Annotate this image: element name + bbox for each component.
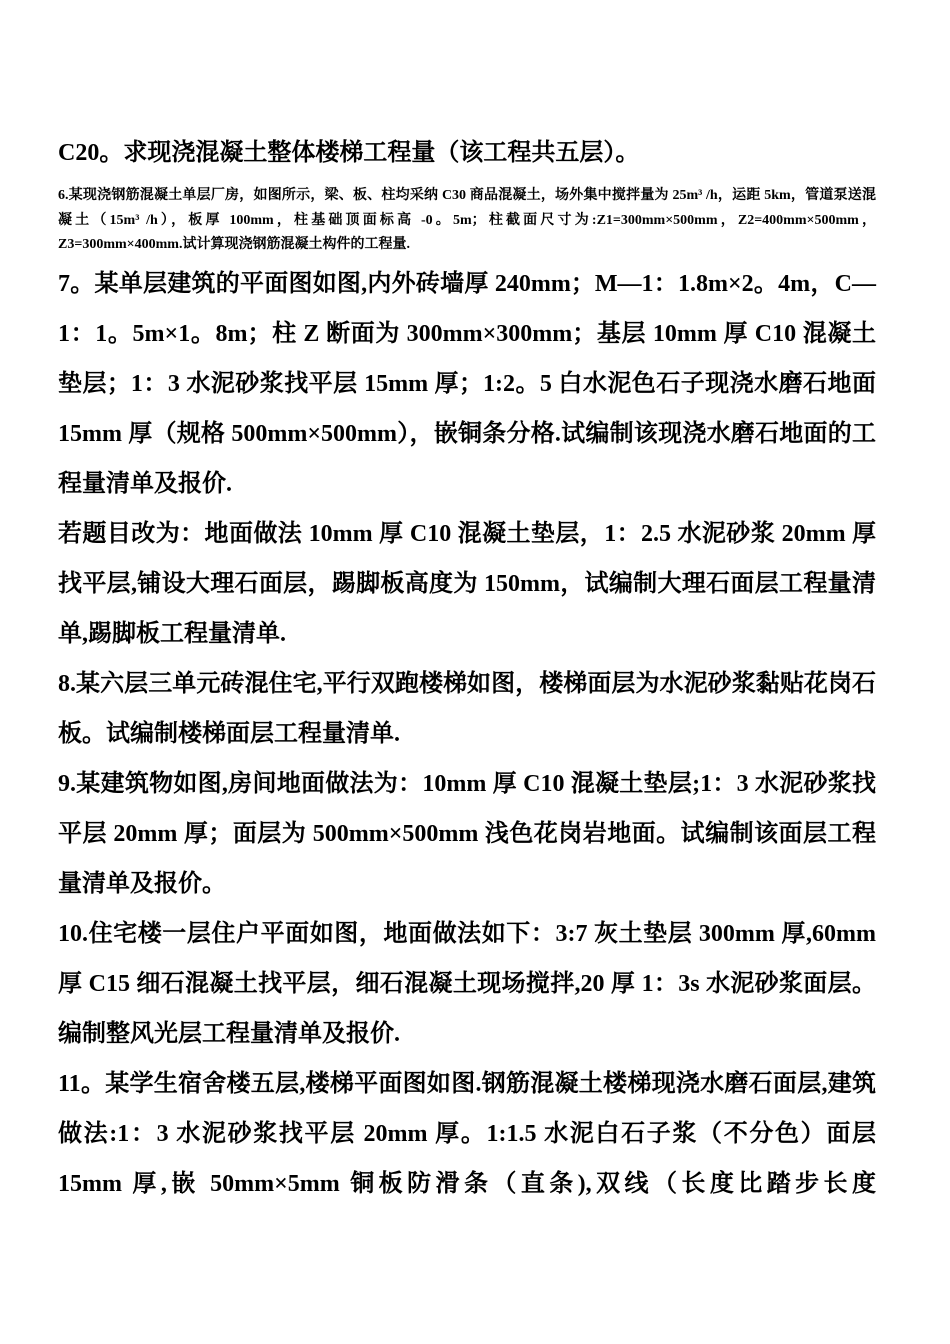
question-7: 7。某单层建筑的平面图如图,内外砖墙厚 240mm；M—1：1.8m×2。4m，C—1：1。5m×1。8m；柱 Z 断面为 300mm×300mm；基层 10mm 厚 C10 混凝土垫层；1：3 水泥砂浆找平层 15mm 厚；1:2。5 白水泥色石子现浇水磨石地面 15mm 厚（规格 500mm×500mm），嵌铜条分格.试编制该现浇水磨石地面的工程量清单及报价.: [58, 270, 876, 497]
question-9: 9.某建筑物如图,房间地面做法为：10mm 厚 C10 混凝土垫层;1：3 水泥砂浆找平层 20mm 厚；面层为 500mm×500mm 浅色花岗岩地面。试编制该面层工程量清单及报价。: [58, 770, 876, 897]
question-11: 11。某学生宿舍楼五层,楼梯平面图如图.钢筋混凝土楼梯现浇水磨石面层,建筑做法:1：3 水泥砂浆找平层 20mm 厚。1:1.5 水泥白石子浆（不分色）面层 15mm 厚,嵌 50mm×5mm 铜板防滑条（直条),双线（长度比踏步长度: [58, 1070, 876, 1197]
question-7-variant: 若题目改为：地面做法 10mm 厚 C10 混凝土垫层，1：2.5 水泥砂浆 20mm 厚找平层,铺设大理石面层，踢脚板高度为 150mm，试编制大理石面层工程量清单,踢脚板工程量清单.: [58, 520, 876, 647]
document-page: [58, 128, 876, 1209]
question-8: 8.某六层三单元砖混住宅,平行双跑楼梯如图，楼梯面层为水泥砂浆黏贴花岗石板。试编制楼梯面层工程量清单.: [58, 670, 876, 747]
question-6: 6.某现浇钢筋混凝土单层厂房，如图所示，梁、板、柱均采纳 C30 商品混凝土，场外集中搅拌量为 25m³ /h，运距 5km，管道泵送混凝土（15m³ /h），板厚 100mm，柱基础顶面标高 -0。5m；柱截面尺寸为:Z1=300mm×500mm，Z2=400mm×500mm，Z3=300mm×400mm.试计算现浇钢筋混凝土构件的工程量.: [58, 188, 876, 252]
paragraph-c20-staircase: C20。求现浇混凝土整体楼梯工程量（该工程共五层）。: [58, 140, 640, 166]
question-10: 10.住宅楼一层住户平面如图，地面做法如下：3:7 灰土垫层 300mm 厚,60mm 厚 C15 细石混凝土找平层，细石混凝土现场搅拌,20 厚 1：3s 水泥砂浆面层。编制整风光层工程量清单及报价.: [58, 920, 876, 1047]
